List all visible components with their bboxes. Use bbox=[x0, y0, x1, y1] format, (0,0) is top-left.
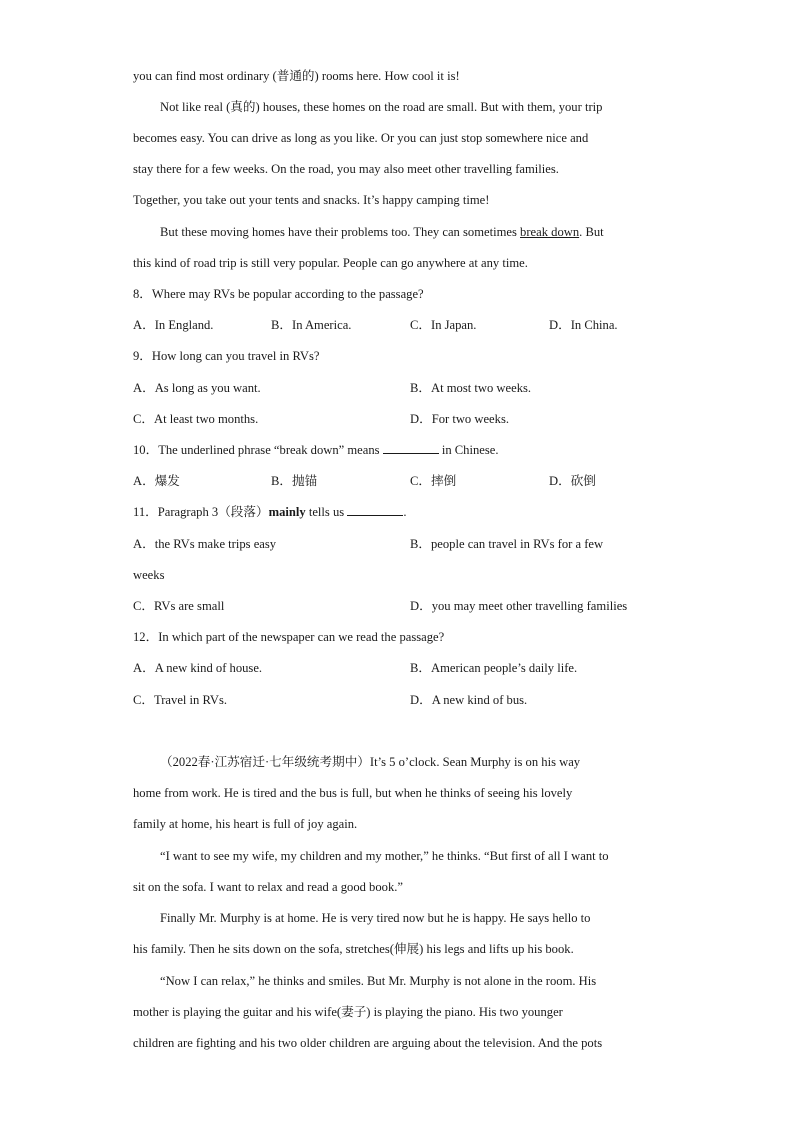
option-d: D．you may meet other travelling families bbox=[410, 599, 628, 613]
passage-line bbox=[160, 224, 604, 240]
option-a: A．In England. bbox=[133, 318, 214, 332]
option-a: A．the RVs make trips easy bbox=[133, 537, 277, 551]
bold-word: mainly bbox=[268, 505, 306, 519]
question-stem bbox=[133, 504, 406, 520]
option-c: C．RVs are small bbox=[133, 599, 225, 613]
option-b: B．people can travel in RVs for a few bbox=[410, 537, 604, 551]
text-span: in Chinese. bbox=[438, 443, 499, 457]
passage-line: this kind of road trip is still very popular. People can go anywhere at any time. bbox=[133, 256, 528, 270]
passage-line: you can find most ordinary (普通的) rooms here. How cool it is! bbox=[133, 69, 460, 83]
text-span: . bbox=[403, 505, 407, 519]
option-a: A．A new kind of house. bbox=[133, 661, 263, 675]
underlined-phrase: break down bbox=[520, 225, 580, 239]
question-stem: 9．How long can you travel in RVs? bbox=[133, 349, 320, 363]
option-a: A．As long as you want. bbox=[133, 381, 261, 395]
option-b-continued: weeks bbox=[133, 568, 165, 582]
question-stem: 8．Where may RVs be popular according to the passage? bbox=[133, 287, 424, 301]
option-c: C．摔倒 bbox=[410, 474, 457, 488]
option-d: D．砍倒 bbox=[549, 474, 596, 488]
text-span: 10．The underlined phrase “break down” means bbox=[133, 443, 383, 457]
text-span: . But bbox=[579, 225, 604, 239]
option-c: C．In Japan. bbox=[410, 318, 477, 332]
passage-line: children are fighting and his two older children are arguing about the television. And the pots bbox=[133, 1036, 603, 1050]
option-d: D．In China. bbox=[549, 318, 618, 332]
option-d: D．A new kind of bus. bbox=[410, 693, 528, 707]
option-d: D．For two weeks. bbox=[410, 412, 509, 426]
passage-line: sit on the sofa. I want to relax and read a good book.” bbox=[133, 880, 403, 894]
passage-line: his family. Then he sits down on the sofa, stretches(伸展) his legs and lifts up his book. bbox=[133, 942, 574, 956]
question-stem: 12．In which part of the newspaper can we read the passage? bbox=[133, 630, 445, 644]
option-a: A．爆发 bbox=[133, 474, 180, 488]
answer-blank bbox=[347, 504, 403, 516]
option-b: B．At most two weeks. bbox=[410, 381, 532, 395]
option-b: B．American people’s daily life. bbox=[410, 661, 578, 675]
passage-line: mother is playing the guitar and his wife(妻子) is playing the piano. His two younger bbox=[133, 1005, 563, 1019]
text-span: tells us bbox=[305, 505, 348, 519]
option-c: C．At least two months. bbox=[133, 412, 259, 426]
answer-blank bbox=[383, 442, 439, 454]
option-c: C．Travel in RVs. bbox=[133, 693, 228, 707]
passage-line: becomes easy. You can drive as long as you like. Or you can just stop somewhere nice and bbox=[133, 131, 589, 145]
passage-line: “I want to see my wife, my children and my mother,” he thinks. “But first of all I want to bbox=[160, 849, 609, 863]
passage-line: home from work. He is tired and the bus is full, but when he thinks of seeing his lovely bbox=[133, 786, 573, 800]
passage-line: “Now I can relax,” he thinks and smiles. But Mr. Murphy is not alone in the room. His bbox=[160, 974, 597, 988]
passage-line: Not like real (真的) houses, these homes on the road are small. But with them, your trip bbox=[160, 100, 603, 114]
text-span: But these moving homes have their problems too. They can sometimes bbox=[160, 225, 521, 239]
passage-line: Finally Mr. Murphy is at home. He is very tired now but he is happy. He says hello to bbox=[160, 911, 591, 925]
text-span: 11．Paragraph 3（段落） bbox=[133, 505, 269, 519]
passage-line: stay there for a few weeks. On the road, you may also meet other travelling families. bbox=[133, 162, 559, 176]
passage-line: Together, you take out your tents and snacks. It’s happy camping time! bbox=[133, 193, 490, 207]
option-b: B．In America. bbox=[271, 318, 352, 332]
passage-source-line: （2022春·江苏宿迁·七年级统考期中）It’s 5 o’clock. Sean Murphy is on his way bbox=[160, 755, 581, 769]
passage-line: family at home, his heart is full of joy again. bbox=[133, 817, 358, 831]
question-stem bbox=[133, 442, 499, 458]
option-b: B．抛锚 bbox=[271, 474, 318, 488]
